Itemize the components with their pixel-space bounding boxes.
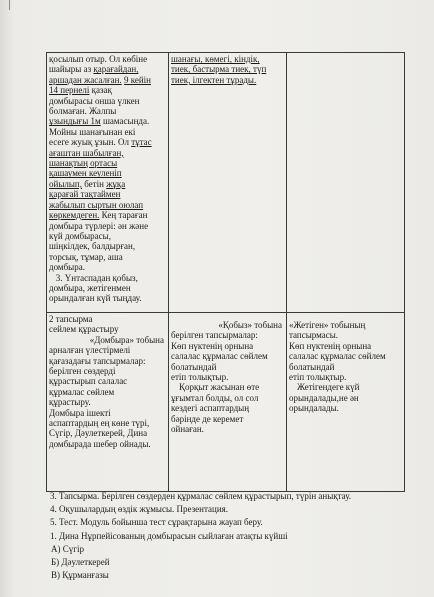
task-line: 5. Тест. Модуль бойынша тест сұрақтарына жауап беру. [50, 517, 263, 528]
text-line: Сүгір, Дәулеткерей, Дина [49, 428, 148, 439]
scan-edge-mark [9, 0, 10, 10]
text-run: 3. Үнтаспадан қобыз, [49, 272, 138, 283]
text-line [49, 127, 166, 137]
text-line: «Қобыз» тобына [218, 320, 282, 330]
cell-dombyra-description [47, 53, 169, 313]
text-run: ұзындығы 1м [49, 116, 101, 127]
text-run: домбыра. [49, 262, 85, 273]
text-run: қосылып отыр. Ол көбіне [49, 54, 148, 64]
text-run: болмаған. Жалпы [49, 106, 117, 117]
text-line: етіп толықтыр. [289, 372, 347, 383]
text-line: берілген сөздерді [49, 366, 116, 377]
cell-dombyra-parts [169, 53, 287, 313]
text-run: домбыра, жетігенмен [49, 282, 131, 293]
test-question: 1. Дина Нұрпейісованың домбырасын сыйлаған атақты күйші [50, 530, 288, 541]
text-line: салалас құрмалас сөйлем [171, 351, 268, 362]
answer-option: Б) Дәулеткерей [51, 557, 110, 568]
text-run: 14 пернелі [49, 85, 90, 96]
text-run: домбырасы онша үлкен [49, 95, 140, 106]
text-run: орындалған күй тыңдау. [49, 293, 142, 304]
text-line: бәрінде де керемет [171, 413, 244, 424]
text-run: көркемдеген. [49, 210, 100, 221]
text-line: арналған үлестірмелі [49, 345, 131, 356]
text-line [49, 273, 166, 283]
text-line [49, 241, 166, 251]
text-line: шанағы, көмегі, кіндік, [171, 54, 260, 64]
text-run: шамасында. [100, 116, 150, 127]
text-line [49, 96, 166, 106]
text-line: құрастыру. [49, 397, 91, 408]
text-line: Көп нүктенің орнына [289, 340, 372, 351]
text-line: «Жетіген» тобының [289, 320, 366, 330]
answer-option: А) Сүгір [51, 543, 84, 554]
text-line [49, 158, 166, 168]
text-run: қарағайдан, [93, 64, 139, 75]
text-line: салалас құрмалас сөйлем [289, 351, 386, 362]
text-run: 9 кейін [123, 74, 151, 85]
text-line: 2 тапсырма [49, 314, 93, 324]
text-line [49, 75, 166, 85]
text-line: домбырада шебер ойнады. [49, 438, 151, 449]
text-line: құрастырып салалас [49, 376, 128, 387]
text-line [49, 200, 166, 210]
text-line [49, 179, 166, 189]
text-line: Домбыра ішекті [49, 407, 111, 418]
text-run: жұқа [106, 178, 126, 189]
text-line: Қорқыт жасынан өте [179, 382, 260, 393]
text-line: кездегі аспаптардың [171, 403, 250, 414]
text-line: құрмалас сөйлем [49, 386, 115, 397]
text-line [49, 293, 166, 303]
text-line [49, 137, 166, 147]
text-line: «Домбыра» тобына [89, 334, 164, 345]
text-line [49, 54, 166, 64]
table-row [47, 313, 405, 492]
tasks-list [50, 490, 400, 582]
text-run: күй домбырасы, [49, 230, 111, 241]
text-line [49, 64, 166, 74]
text-line [49, 210, 166, 220]
text-run: ағаштан шабылған, [49, 147, 124, 158]
task-line: 3. Тапсырма. Берілген сөздерден құрмалас сөйлем құрастырып, түрін анықтау. [50, 491, 352, 501]
text-line: Жетігендеге күй [297, 382, 360, 393]
text-line: қағазадағы тапсырмалар: [49, 355, 146, 366]
text-line [49, 252, 166, 262]
text-line [49, 231, 166, 241]
text-line: орындалады. [289, 403, 339, 414]
text-line: ойнаған. [171, 424, 204, 435]
text-run: Мойны шанағынан екі [49, 126, 136, 137]
text-line: тапсырмасы. [289, 330, 339, 341]
text-line: тиек, бастырма тиек, түп [171, 64, 267, 75]
text-run: шайыры аз [49, 64, 94, 75]
text-run: шіңкілдек, балдырған, [49, 241, 136, 252]
text-run: Кең тараған [99, 210, 148, 221]
text-line [49, 85, 166, 95]
text-line [49, 168, 166, 178]
text-line: сейлем құрастыру [49, 324, 119, 335]
text-run: тұтас [131, 137, 152, 148]
text-run: қазақ [89, 85, 112, 96]
task-line: 4. Оқушылардың өздік жұмысы. Презентация. [50, 504, 229, 515]
text-run: домбыра түрлері: ән және [49, 220, 149, 231]
text-run: ойылып, [49, 178, 82, 189]
text-line [49, 283, 166, 293]
answer-option: В) Құрманғазы [51, 570, 109, 581]
text-line: етіп толықтыр. [171, 372, 229, 383]
cell-task-zhetigen [287, 313, 405, 492]
text-line [49, 116, 166, 126]
text-run: жабылып сыртын оюлап [49, 199, 144, 210]
text-line: аспаптардың ең көне түрі, [49, 418, 150, 429]
text-run: бетін [81, 178, 107, 189]
text-line: ұғымтал болды, ол сол [171, 392, 259, 403]
text-line [49, 189, 166, 199]
text-line: тиек, ілгектен тұрады. [171, 74, 257, 85]
text-run: торсық, тұмар, аша [49, 251, 123, 262]
text-run: шанақтың ортасы [49, 158, 118, 169]
table-row [47, 53, 405, 313]
text-line: Көп нүктенің орнына [171, 340, 254, 351]
text-line [49, 221, 166, 231]
text-run: есеге жуық ұзын. Ол [49, 137, 132, 148]
lesson-table [46, 52, 405, 492]
text-line: болатындай [171, 361, 217, 372]
text-line: орындалады,не ән [289, 392, 359, 403]
text-line [49, 106, 166, 116]
text-line: берілген тапсырмалар: [171, 330, 258, 341]
cell-empty [287, 53, 405, 313]
text-line [49, 148, 166, 158]
text-line [49, 262, 166, 272]
text-run: қашаумен кеуленіп [49, 168, 122, 179]
cell-task-dombyra [47, 313, 169, 492]
text-run: аршадан жасалған. [49, 74, 122, 85]
text-line: болатындай [289, 361, 335, 372]
cell-task-kobyz [169, 313, 287, 492]
text-run: қарағай тақтаймен [49, 189, 121, 200]
